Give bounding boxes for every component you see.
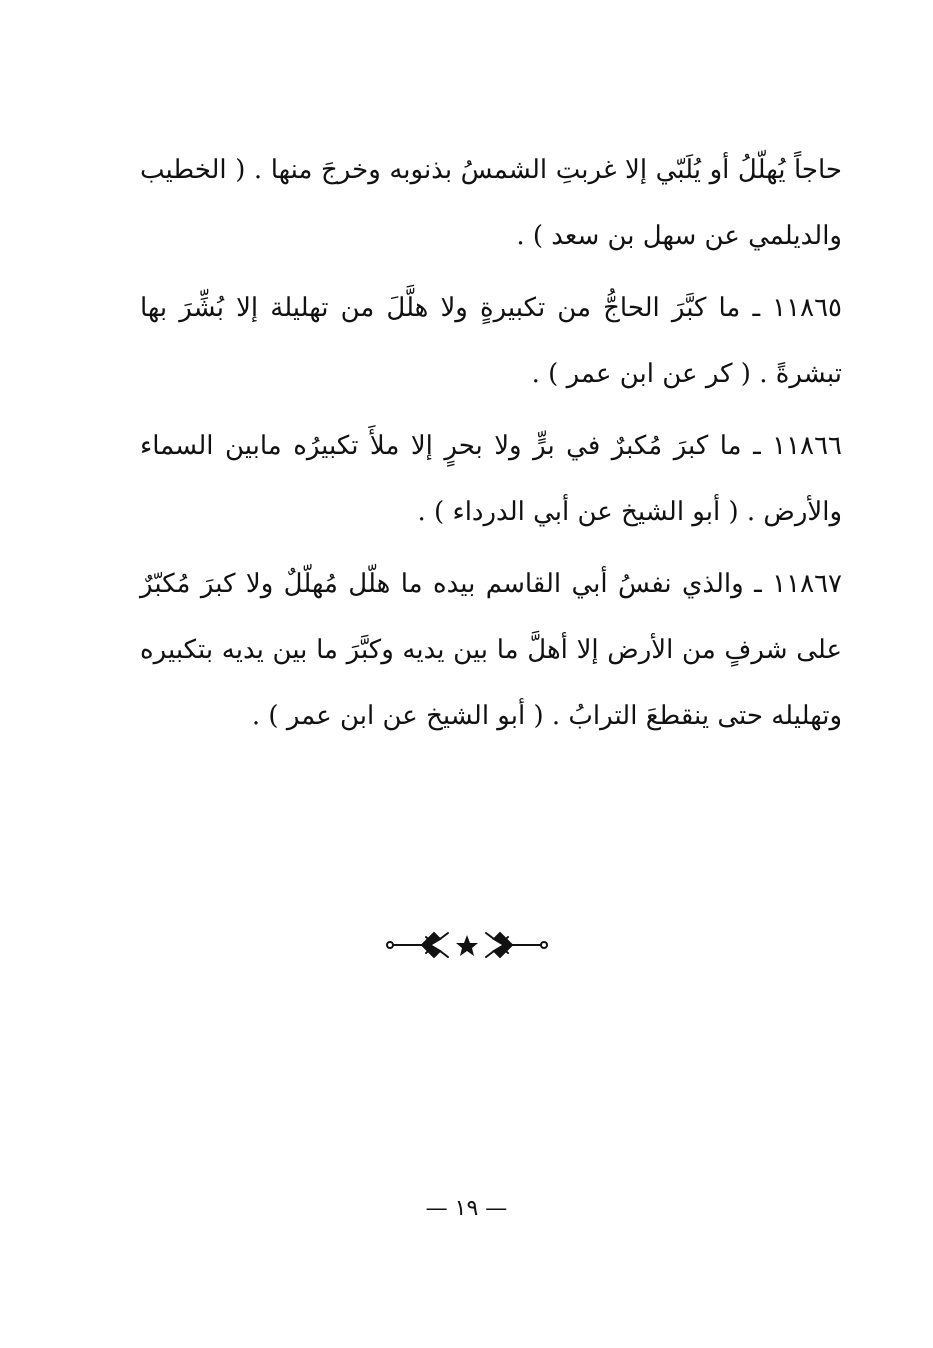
- page-number: — ١٩ —: [425, 1196, 508, 1221]
- hadith-paragraph-11867: ١١٨٦٧ ـ والذي نفسُ أبي القاسم بيده ما هلّل مُهلّلٌ ولا كبرَ مُكبّرٌ على شرفٍ من الأرض إلا أهلَّ ما بين يديه وكبَّرَ ما بين يديه بتكبيره وتهليله حتى ينقطعَ الترابُ . ( أبو الشيخ عن ابن عمر ) .: [140, 569, 842, 731]
- hadith-paragraph-11866: ١١٨٦٦ ـ ما كبرَ مُكبرٌ في برٍّ ولا بحرٍ إلا ملأَ تكبيرُه مابين السماء والأرض . ( أبو الشيخ عن أبي الدرداء ) .: [140, 431, 842, 527]
- hadith-paragraph-continuation: حاجاً يُهلّلُ أو يُلَبّي إلا غربتِ الشمسُ بذنوبه وخرجَ منها . ( الخطيب والديلمي عن سهل بن سعد ) .: [140, 155, 842, 251]
- star-flourish-icon: [382, 925, 552, 965]
- section-divider: [0, 923, 933, 967]
- hadith-paragraph-11865: ١١٨٦٥ ـ ما كبَّرَ الحاجُّ من تكبيرةٍ ولا هلَّلَ من تهليلة إلا بُشِّرَ بها تبشرةً . ( كر عن ابن عمر ) .: [140, 293, 842, 389]
